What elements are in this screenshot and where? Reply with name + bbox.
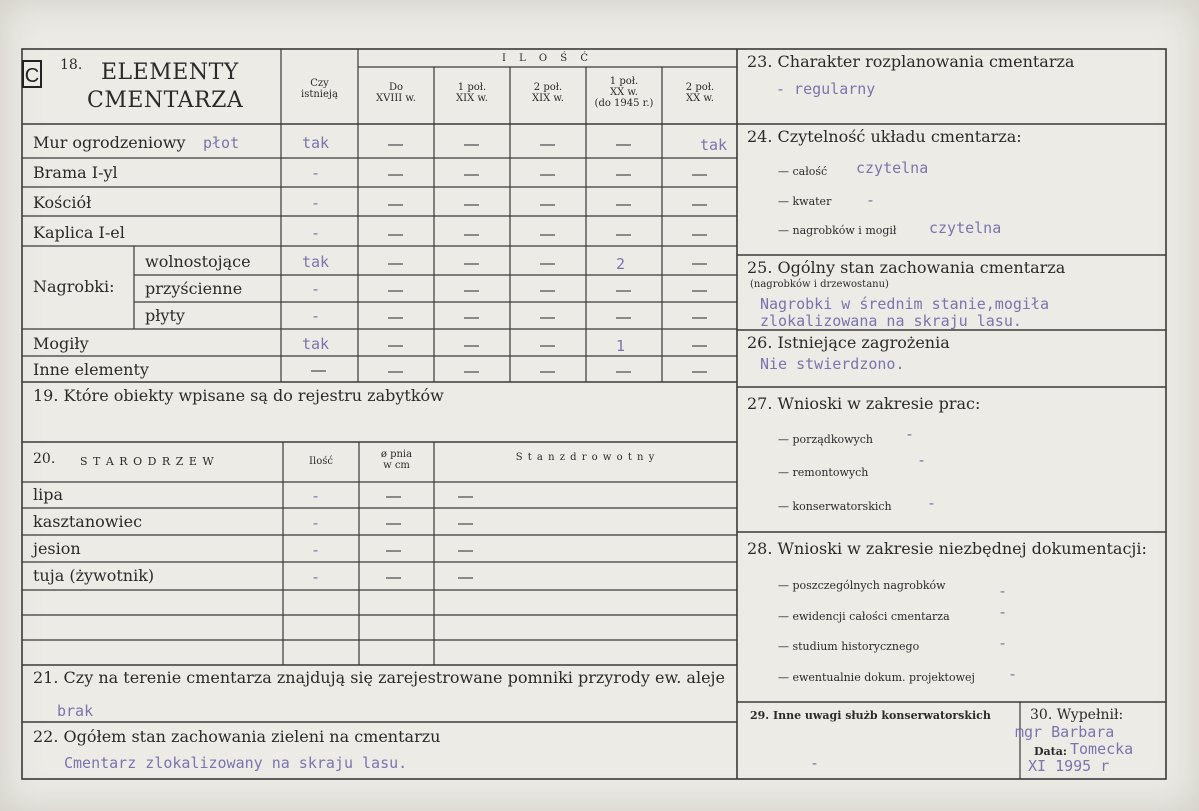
s25-label: 25. Ogólny stan zachowania cmentarza: [747, 258, 1066, 277]
col-head-0-line2: XVIII w.: [376, 93, 416, 104]
s18-title-line1: ELEMENTY: [101, 60, 239, 85]
s27-item-porzadkowych-label: — porządkowych: [778, 433, 873, 446]
s18-row-label: Mur ogrodzeniowy: [33, 133, 186, 152]
s20-title: S T A R O D R Z E W: [80, 455, 215, 468]
s18-cell: —: [692, 226, 707, 243]
tree-ilosc: -: [311, 568, 321, 586]
s29-label: 29. Inne uwagi służb konserwatorskich: [750, 709, 991, 722]
s18-cell: —: [616, 136, 631, 153]
s18-cell: —: [540, 363, 555, 380]
tree-pnia: —: [386, 542, 401, 559]
s18-cell: —: [388, 255, 403, 272]
s27-item-konserwatorskich-label: — konserwatorskich: [778, 500, 892, 513]
tree-stan: —: [458, 542, 473, 559]
s24-item-kwater-value: -: [866, 191, 876, 209]
tree-stan: —: [458, 488, 473, 505]
s18-cell: —: [388, 309, 403, 326]
col-head-4-line2: XX w.: [686, 93, 714, 104]
s18-title-line2: CMENTARZA: [87, 88, 244, 113]
s18-row-note: płot: [203, 134, 240, 152]
tree-ilosc: -: [311, 514, 321, 532]
s28-item-projektowej-value: -: [1008, 665, 1018, 683]
tree-stan: —: [458, 569, 473, 586]
s21-value: brak: [57, 702, 94, 720]
s18-cell: —: [464, 309, 479, 326]
s30-date: XI 1995 r: [1028, 757, 1110, 775]
s18-cell: —: [616, 166, 631, 183]
s18-cell: —: [464, 255, 479, 272]
s25-sub: (nagrobków i drzewostanu): [750, 279, 889, 290]
s18-cell: —: [692, 166, 707, 183]
s18-cell: —: [464, 282, 479, 299]
s18-row-czy-istnieje: -: [311, 224, 321, 242]
s18-cell: —: [692, 196, 707, 213]
s20-col-stan: S t a n z d r o w o t n y: [515, 452, 656, 463]
s18-row-czy-istnieje: -: [311, 280, 321, 298]
s24-label: 24. Czytelność układu cmentarza:: [747, 127, 1022, 146]
s18-row-czy-istnieje: tak: [302, 134, 330, 152]
s19-label: 19. Które obiekty wpisane są do rejestru zabytków: [33, 386, 444, 405]
s22-value: Cmentarz zlokalizowany na skraju lasu.: [64, 754, 408, 772]
col-head-3-line1: 1 poł.: [609, 76, 639, 87]
s29-value: -: [810, 754, 820, 772]
s25-value-line2: zlokalizowana na skraju lasu.: [760, 312, 1022, 330]
tree-name: lipa: [33, 485, 64, 504]
s18-cell: —: [540, 255, 555, 272]
col-head-3-line3: (do 1945 r.): [594, 98, 654, 109]
s18-row-czy-istnieje: -: [311, 194, 321, 212]
s18-row-label: przyścienne: [145, 279, 243, 298]
s28-item-studium-value: -: [998, 634, 1008, 652]
s30-value-name: mgr Barbara: [1015, 723, 1115, 741]
tree-name: jesion: [33, 539, 81, 558]
s18-number: 18.: [60, 57, 83, 73]
s28-item-ewidencji-label: — ewidencji całości cmentarza: [778, 610, 950, 623]
s18-row-label: Mogiły: [33, 334, 89, 353]
col-head-4-line1: 2 poł.: [685, 82, 715, 93]
s30-data-label: Data:: [1034, 745, 1067, 758]
s18-cell: —: [692, 337, 707, 354]
s18-cell: —: [540, 226, 555, 243]
s18-cell: —: [464, 337, 479, 354]
s18-cell: —: [464, 166, 479, 183]
s22-label: 22. Ogółem stan zachowania zieleni na cmentarzu: [33, 727, 441, 746]
s20-col-ilosc: Ilość: [309, 456, 333, 467]
s24-item-kwater-label: — kwater: [778, 195, 832, 208]
s18-cell: 2: [616, 255, 626, 273]
s23-value: - regularny: [776, 80, 876, 98]
s18-cell: —: [616, 363, 631, 380]
col-head-2-line1: 2 poł.: [533, 82, 563, 93]
s18-row-czy-istnieje: tak: [302, 253, 330, 271]
s18-row-label: Kaplica I-el: [33, 223, 125, 242]
nagrobki-label: Nagrobki:: [33, 277, 115, 296]
s18-cell: —: [464, 363, 479, 380]
col-head-3-line2: XX w.: [610, 87, 638, 98]
s18-cell: —: [616, 309, 631, 326]
s28-item-studium-label: — studium historycznego: [778, 640, 920, 653]
s18-cell: —: [692, 309, 707, 326]
s18-cell: —: [616, 226, 631, 243]
s18-cell: —: [540, 136, 555, 153]
col-head-1-line2: XIX w.: [456, 93, 488, 104]
s18-cell: —: [388, 282, 403, 299]
s18-cell: —: [692, 255, 707, 272]
s27-item-porzadkowych-value: -: [905, 425, 915, 443]
s18-row-label: Kościół: [33, 193, 92, 212]
s18-row-label: Inne elementy: [33, 360, 149, 379]
s18-cell: tak: [700, 136, 728, 154]
col-czy-istnieja-line1: Czy: [310, 78, 329, 89]
s27-label: 27. Wnioski w zakresie prac:: [747, 394, 981, 413]
col-head-2-line2: XIX w.: [532, 93, 564, 104]
s30-number: 30. Wypełnił:: [1030, 707, 1124, 723]
s18-cell: —: [540, 282, 555, 299]
s18-cell: —: [464, 136, 479, 153]
s18-cell: —: [388, 363, 403, 380]
s18-row-label: płyty: [145, 306, 185, 325]
s20-col-pnia-line2: w cm: [383, 460, 410, 471]
s26-label: 26. Istniejące zagrożenia: [747, 333, 950, 352]
s18-cell: —: [692, 363, 707, 380]
s18-row-label: Brama I-yl: [33, 163, 118, 182]
s18-cell: —: [464, 226, 479, 243]
s18-cell: —: [540, 196, 555, 213]
s18-row-czy-istnieje: -: [311, 164, 321, 182]
section-letter-box: C: [22, 60, 42, 88]
s27-item-remontowych-label: — remontowych: [778, 466, 869, 479]
s28-item-nagrobkow-label: — poszczególnych nagrobków: [778, 579, 946, 592]
s18-row-label: wolnostojące: [145, 252, 251, 271]
s18-row-czy-istnieje: tak: [302, 335, 330, 353]
s18-cell: —: [388, 136, 403, 153]
s18-cell: —: [692, 282, 707, 299]
s18-cell: —: [616, 282, 631, 299]
col-czy-istnieja-line2: istnieją: [301, 89, 338, 100]
s24-item-calosc-label: — całość: [778, 165, 828, 178]
s18-cell: —: [388, 337, 403, 354]
s28-item-ewidencji-value: -: [998, 603, 1008, 621]
tree-pnia: —: [386, 569, 401, 586]
s18-row-czy-istnieje: —: [311, 362, 326, 379]
tree-ilosc: -: [311, 541, 321, 559]
s28-label: 28. Wnioski w zakresie niezbędnej dokumentacji:: [747, 539, 1147, 558]
tree-name: tuja (żywotnik): [33, 566, 155, 585]
s18-cell: —: [616, 196, 631, 213]
s24-item-nagrobkow-label: — nagrobków i mogił: [778, 224, 897, 237]
s20-col-pnia-line1: ø pnia: [380, 449, 413, 460]
s18-cell: —: [388, 166, 403, 183]
tree-pnia: —: [386, 488, 401, 505]
s28-item-projektowej-label: — ewentualnie dokum. projektowej: [778, 671, 975, 684]
col-head-0-line1: Do: [388, 82, 404, 93]
s25-value-line1: Nagrobki w średnim stanie,mogiła: [760, 295, 1049, 313]
s23-label: 23. Charakter rozplanowania cmentarza: [747, 52, 1075, 71]
s18-row-czy-istnieje: -: [311, 307, 321, 325]
s24-item-calosc-value: czytelna: [856, 159, 929, 177]
s18-cell: —: [540, 166, 555, 183]
s28-item-nagrobkow-value: -: [998, 582, 1008, 600]
s26-value: Nie stwierdzono.: [760, 355, 905, 373]
s20-number: 20.: [33, 451, 56, 467]
tree-ilosc: -: [311, 487, 321, 505]
s18-cell: 1: [616, 337, 626, 355]
col-head-1-line1: 1 poł.: [457, 82, 487, 93]
tree-pnia: —: [386, 515, 401, 532]
s18-cell: —: [388, 226, 403, 243]
s27-item-remontowych-value: -: [917, 451, 927, 469]
s24-item-nagrobkow-value: czytelna: [929, 219, 1002, 237]
s18-cell: —: [464, 196, 479, 213]
s27-item-konserwatorskich-value: -: [927, 494, 937, 512]
s21-label: 21. Czy na terenie cmentarza znajdują się zarejestrowane pomniki przyrody ew. aleje: [33, 668, 725, 687]
s18-cell: —: [540, 337, 555, 354]
s30-value-surname: Tomecka: [1070, 740, 1134, 758]
tree-stan: —: [458, 515, 473, 532]
col-ilosc-header: I L O Ś Ć: [501, 53, 593, 64]
s18-cell: —: [540, 309, 555, 326]
s18-cell: —: [388, 196, 403, 213]
tree-name: kasztanowiec: [33, 512, 143, 531]
